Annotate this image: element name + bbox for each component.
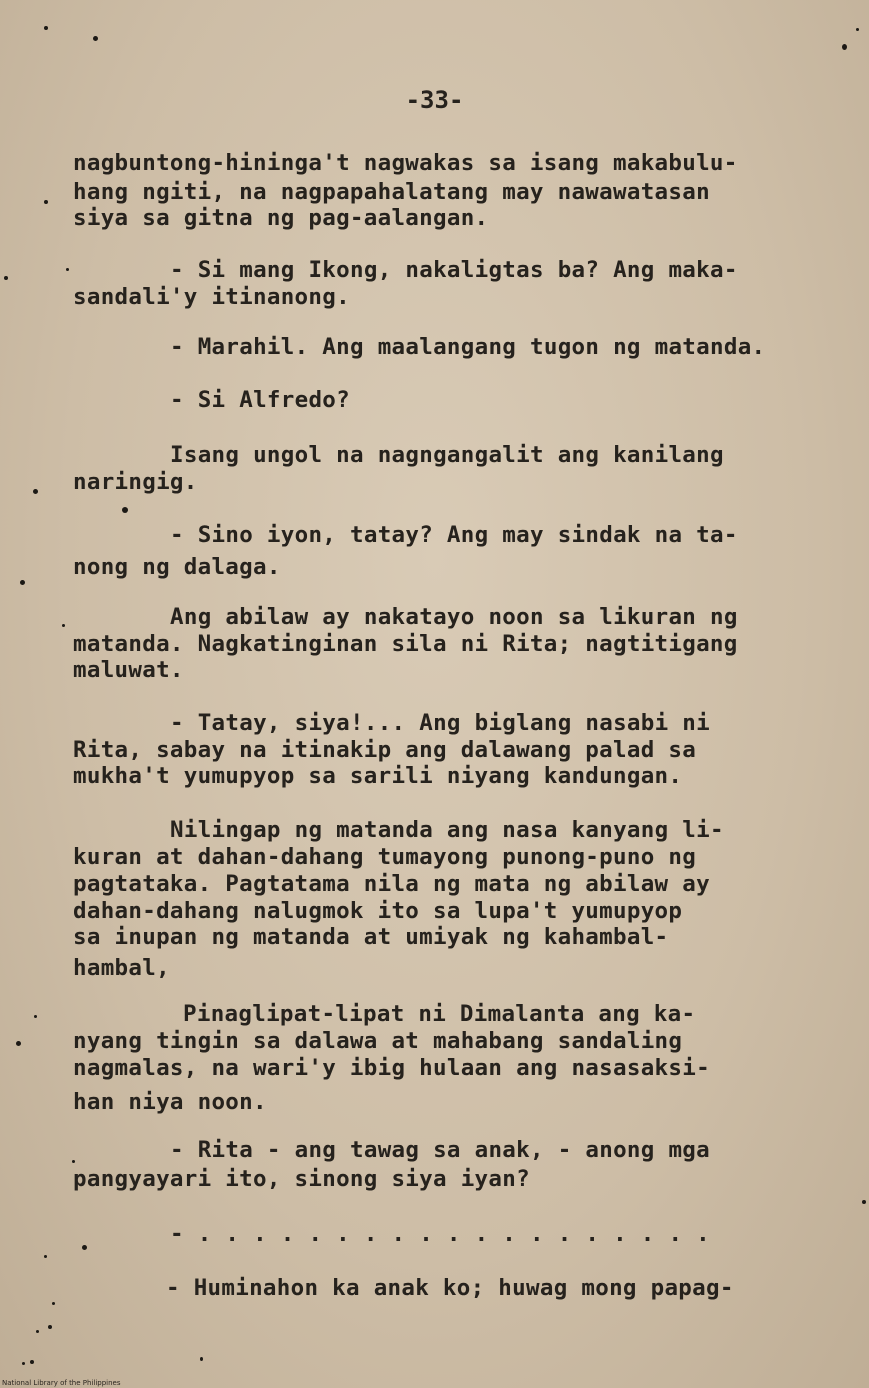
paper-speck xyxy=(200,1357,203,1361)
paper-speck xyxy=(4,276,8,280)
text-line: pagtataka. Pagtatama nila ng mata ng abilaw ay xyxy=(73,871,710,897)
text-line: han niya noon. xyxy=(73,1089,267,1115)
text-line: Ang abilaw ay nakatayo noon sa likuran ng xyxy=(170,604,738,630)
page-number: -33- xyxy=(405,86,464,114)
paper-speck xyxy=(44,200,48,204)
text-line: - . . . . . . . . . . . . . . . . . . . xyxy=(170,1221,710,1247)
text-line: Nilingap ng matanda ang nasa kanyang li- xyxy=(170,817,724,843)
text-line: - Huminahon ka anak ko; huwag mong papag- xyxy=(166,1275,734,1301)
text-line: - Si mang Ikong, nakaligtas ba? Ang maka- xyxy=(170,257,738,283)
paper-speck xyxy=(30,1360,34,1364)
paper-speck xyxy=(33,489,38,494)
text-line: matanda. Nagkatinginan sila ni Rita; nagtitigang xyxy=(73,631,738,657)
text-line: dahan-dahang nalugmok ito sa lupa't yumupyop xyxy=(73,898,683,924)
text-line: sandali'y itinanong. xyxy=(73,284,350,310)
text-line: mukha't yumupyop sa sarili niyang kandungan. xyxy=(73,763,683,789)
text-line: maluwat. xyxy=(73,657,184,683)
text-line: hambal, xyxy=(73,955,170,981)
text-line: naringig. xyxy=(73,469,198,495)
text-line: Pinaglipat-lipat ni Dimalanta ang ka- xyxy=(183,1001,696,1027)
paper-speck xyxy=(20,580,25,585)
paper-speck xyxy=(122,507,128,513)
paper-speck xyxy=(856,28,859,31)
text-line: hang ngiti, na nagpapahalatang may nawawatasan xyxy=(73,179,710,205)
text-line: pangyayari ito, sinong siya iyan? xyxy=(73,1166,530,1192)
library-watermark: National Library of the Philippines xyxy=(2,1379,121,1387)
paper-speck xyxy=(842,44,847,50)
text-line: sa inupan ng matanda at umiyak ng kahambal- xyxy=(73,924,669,950)
text-line: - Rita - ang tawag sa anak, - anong mga xyxy=(170,1137,710,1163)
text-line: siya sa gitna ng pag-aalangan. xyxy=(73,205,489,231)
paper-speck xyxy=(62,624,65,627)
paper-speck xyxy=(44,1255,47,1258)
text-line: nong ng dalaga. xyxy=(73,554,281,580)
paper-speck xyxy=(93,36,98,41)
text-line: nagbuntong-hininga't nagwakas sa isang makabulu- xyxy=(73,150,738,176)
paper-speck xyxy=(48,1325,52,1329)
paper-speck xyxy=(36,1330,39,1333)
paper-speck xyxy=(44,26,48,30)
text-line: nagmalas, na wari'y ibig hulaan ang nasasaksi- xyxy=(73,1055,710,1081)
text-line: - Marahil. Ang maalangang tugon ng matanda. xyxy=(170,334,766,360)
paper-speck xyxy=(82,1245,87,1250)
paper-speck xyxy=(52,1302,55,1305)
text-line: Rita, sabay na itinakip ang dalawang palad sa xyxy=(73,737,697,763)
paper-speck xyxy=(16,1041,21,1046)
paper-speck xyxy=(34,1015,37,1018)
text-line: nyang tingin sa dalawa at mahabang sandaling xyxy=(73,1028,683,1054)
paper-speck xyxy=(22,1362,25,1365)
paper-speck xyxy=(66,268,69,271)
text-line: - Tatay, siya!... Ang biglang nasabi ni xyxy=(170,710,710,736)
text-line: - Sino iyon, tatay? Ang may sindak na ta- xyxy=(170,522,738,548)
text-line: - Si Alfredo? xyxy=(170,387,350,413)
text-line: kuran at dahan-dahang tumayong punong-puno ng xyxy=(73,844,697,870)
paper-speck xyxy=(72,1160,75,1163)
text-line: Isang ungol na nagngangalit ang kanilang xyxy=(170,442,724,468)
paper-speck xyxy=(862,1200,866,1204)
